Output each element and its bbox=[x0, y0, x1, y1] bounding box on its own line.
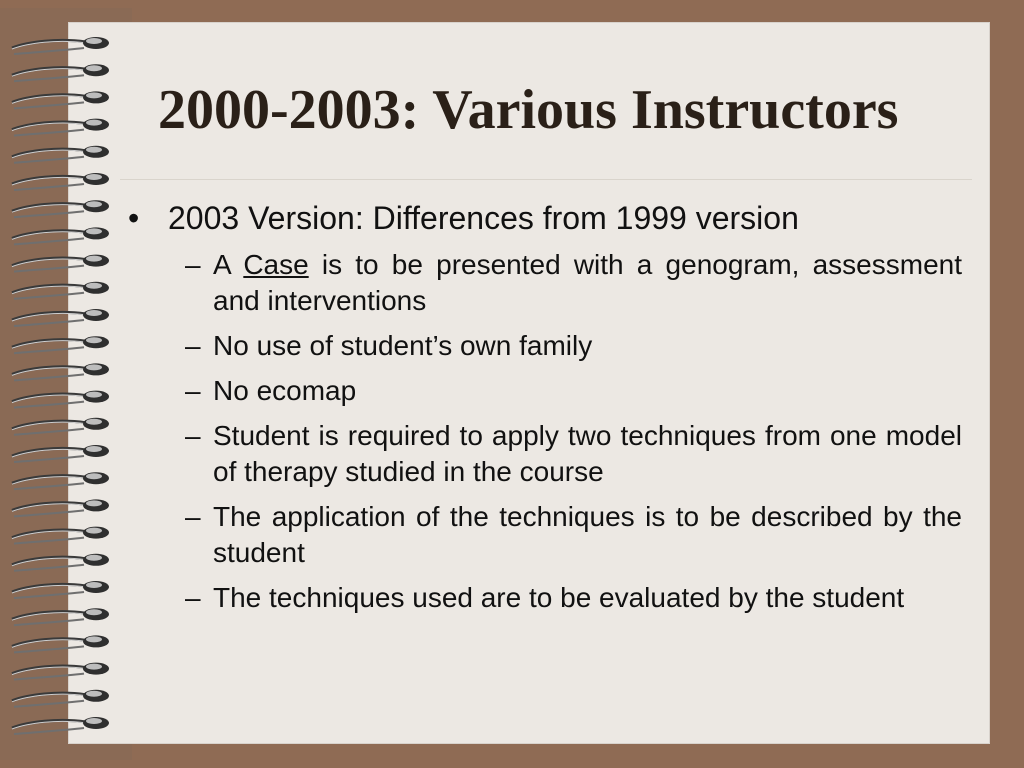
title-divider bbox=[120, 179, 972, 180]
dash-glyph: – bbox=[185, 249, 201, 280]
spiral-binding-icon bbox=[8, 30, 118, 750]
sub-bullet-post: is to be presented with a genogram, assessment and interventions bbox=[213, 249, 962, 316]
sub-bullet-text: The techniques used are to be evaluated by the student bbox=[213, 582, 905, 613]
sub-bullet-evaluation bbox=[128, 580, 962, 616]
slide-content bbox=[128, 200, 962, 625]
sub-bullet-text: No ecomap bbox=[213, 375, 357, 406]
sub-bullet-text: Student is required to apply two techniques from one model of therapy studied in the course bbox=[213, 420, 962, 487]
sub-bullet-application bbox=[128, 499, 962, 571]
main-bullet-text: 2003 Version: Differences from 1999 version bbox=[168, 200, 799, 236]
dash-glyph: – bbox=[185, 375, 201, 406]
dash-glyph: – bbox=[185, 330, 201, 361]
sub-bullet-list bbox=[128, 247, 962, 616]
dash-glyph: – bbox=[185, 420, 201, 451]
main-bullet bbox=[128, 200, 962, 237]
bullet-glyph: • bbox=[128, 200, 140, 236]
slide-title: 2000-2003: Various Instructors bbox=[158, 79, 899, 141]
sub-bullet-techniques bbox=[128, 418, 962, 490]
dash-glyph: – bbox=[185, 501, 201, 532]
sub-bullet-case bbox=[128, 247, 962, 319]
sub-bullet-text: The application of the techniques is to be described by the student bbox=[213, 501, 962, 568]
sub-bullet-own-family bbox=[128, 328, 962, 364]
sub-bullet-pre: A bbox=[213, 249, 244, 280]
dash-glyph: – bbox=[185, 582, 201, 613]
sub-bullet-ecomap bbox=[128, 373, 962, 409]
sub-bullet-text: No use of student’s own family bbox=[213, 330, 593, 361]
case-link-text: Case bbox=[243, 249, 309, 280]
